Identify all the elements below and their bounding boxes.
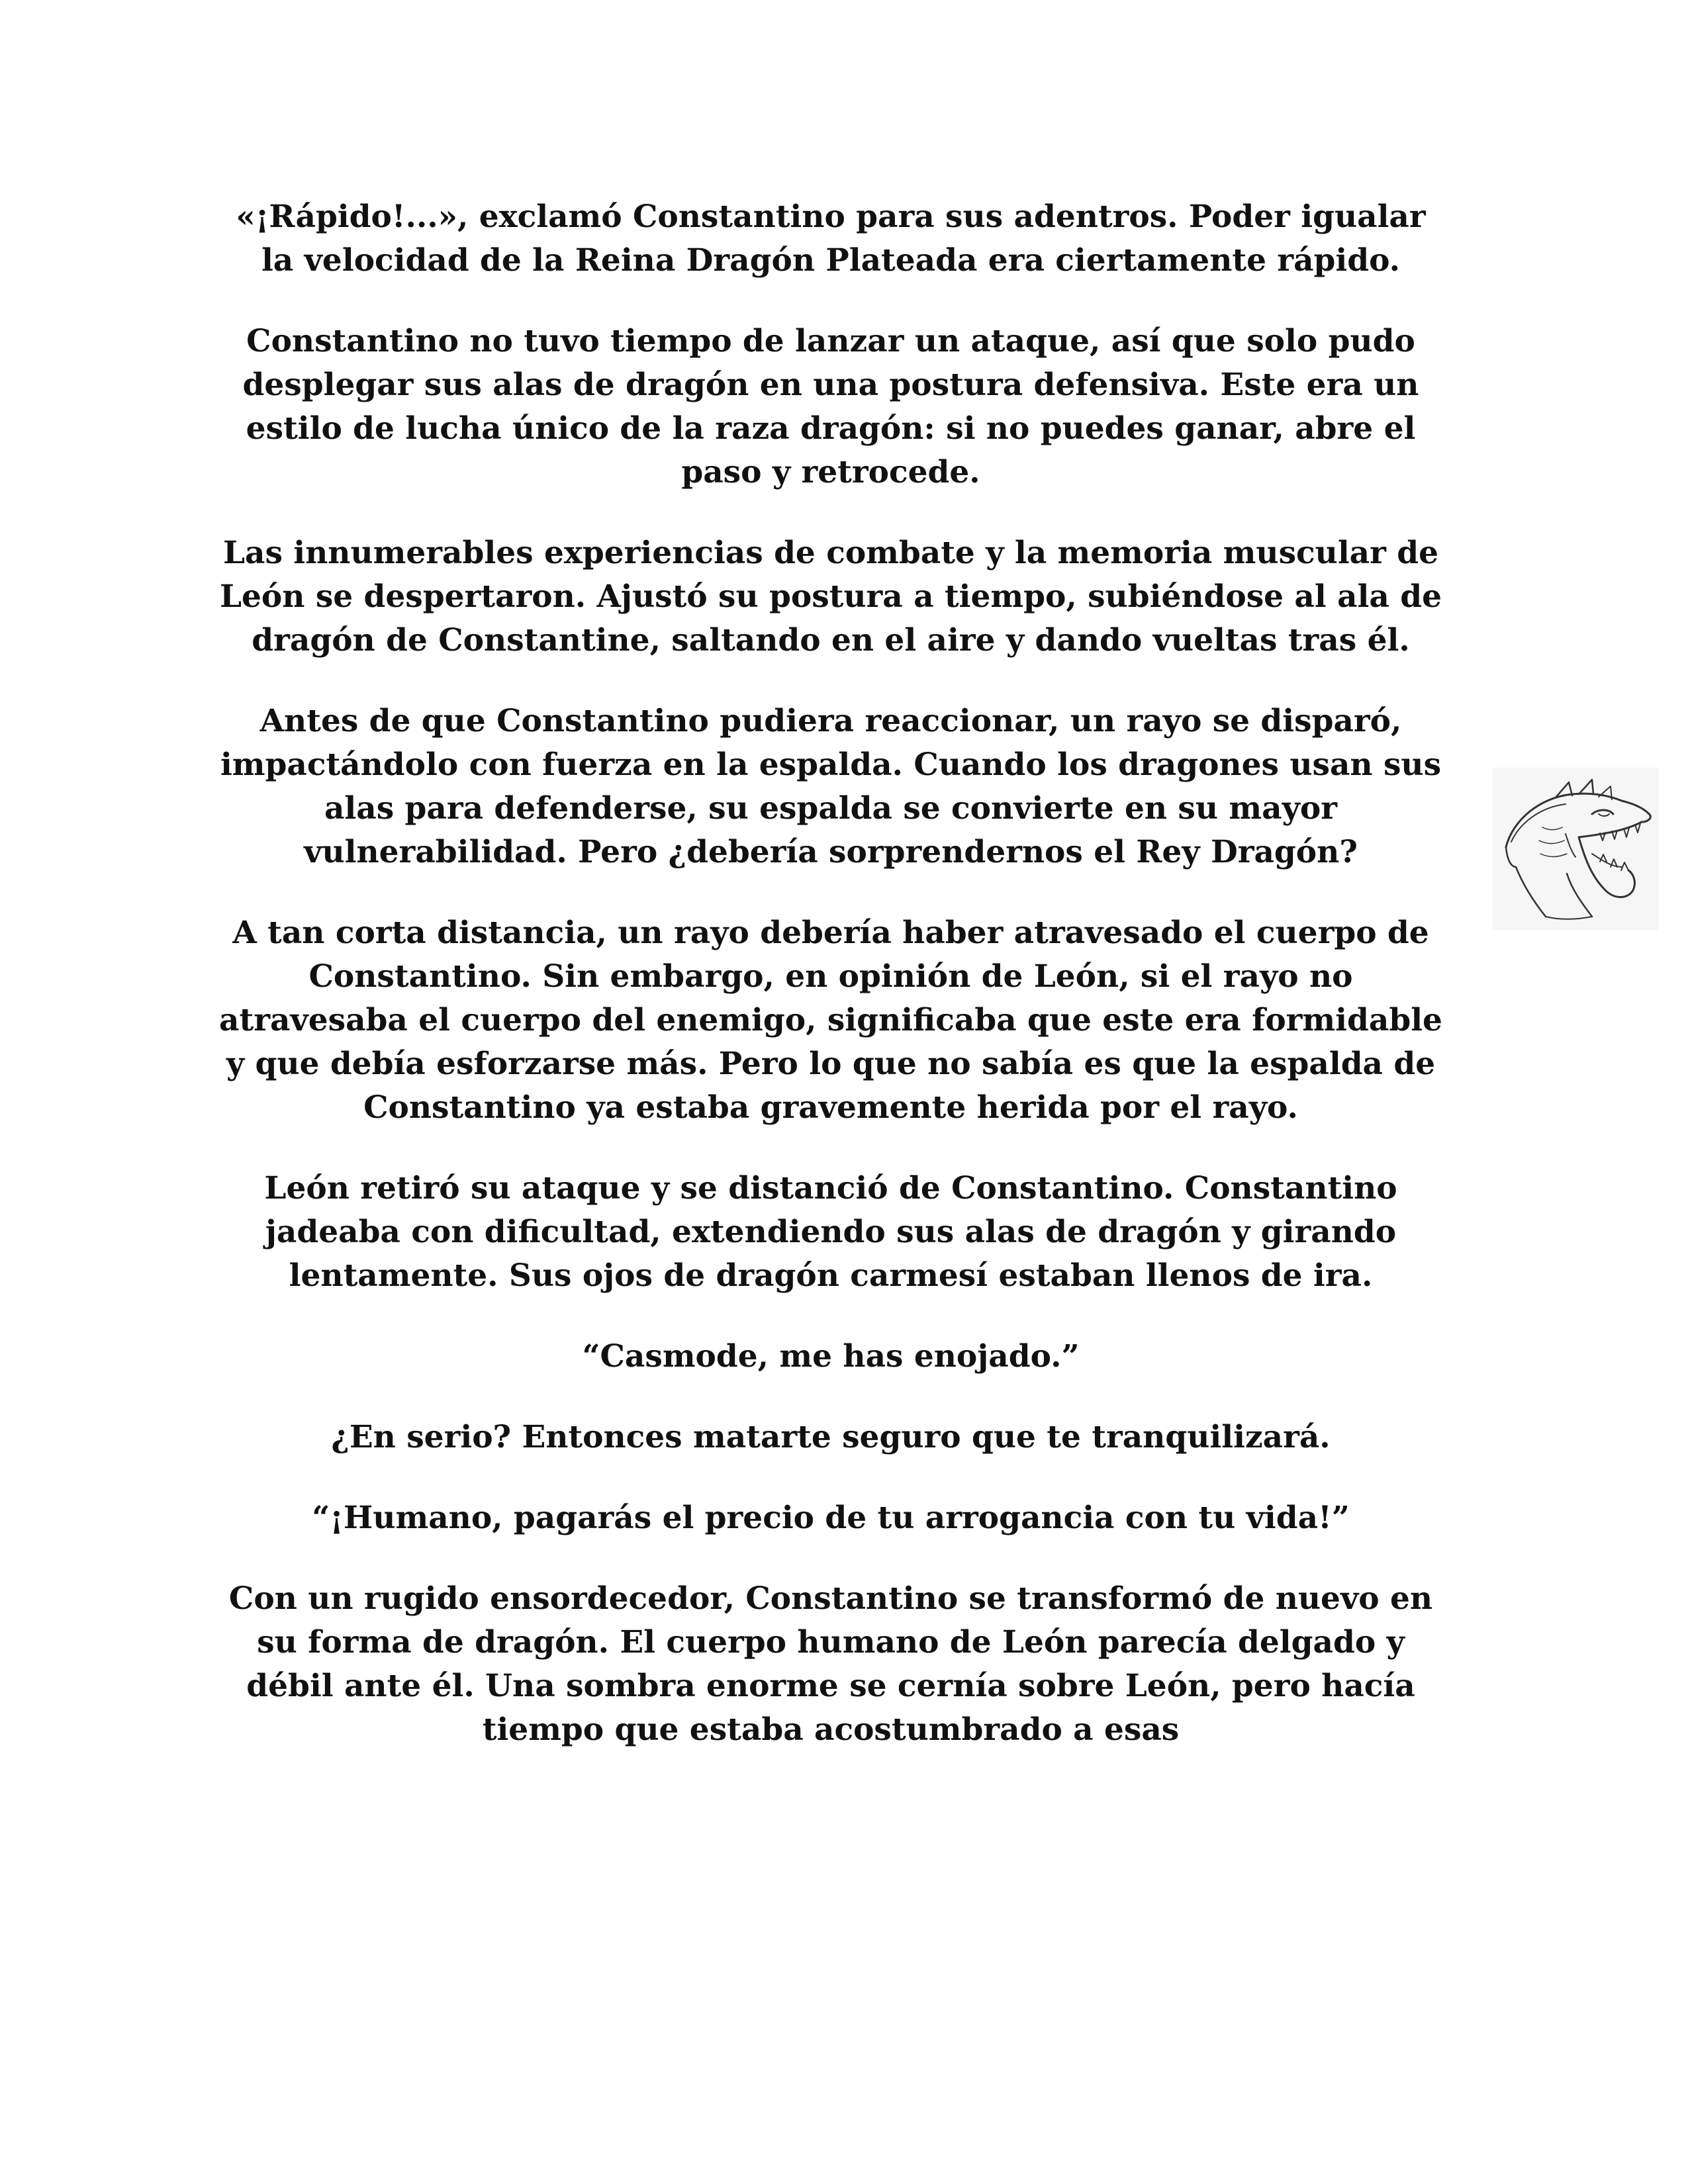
paragraph-8: ¿En serio? Entonces matarte seguro que te tranquilizará.	[331, 1419, 1331, 1455]
paragraph-10: Con un rugido ensordecedor, Constantino se transformó de nuevo en su forma de dragón. El cuerpo humano de León parecía delgado y débil ante él. Una sombra enorme se cernía sobre León, pero hacía tiempo que estaba acostumbrado a esas	[228, 1580, 1433, 1748]
paragraph-6: León retiró su ataque y se distanció de Constantino. Constantino jadeaba con dificultad, extendiendo sus alas de dragón y girando lentamente. Sus ojos de dragón carmesí estaban llenos de ira.	[264, 1170, 1397, 1294]
paragraph-1: «¡Rápido!...», exclamó Constantino para sus adentros. Poder igualar la velocidad de la Reina Dragón Plateada era ciertamente rápido.	[236, 199, 1426, 279]
story-text	[218, 195, 1443, 1752]
dialogue-casmode: “Casmode, me has enojado.”	[582, 1338, 1080, 1375]
dialogue-humano: “¡Humano, pagarás el precio de tu arrogancia con tu vida!”	[312, 1500, 1350, 1536]
paragraph-3: Las innumerables experiencias de combate y la memoria muscular de León se despertaron. Ajustó su postura a tiempo, subiéndose al ala de dragón de Constantine, saltando en el aire y dando vueltas tras él.	[219, 535, 1442, 659]
paragraph-4: Antes de que Constantino pudiera reaccionar, un rayo se disparó, impactándolo con fuerza en la espalda. Cuando los dragones usan sus alas para defenderse, su espalda se convierte en su mayor vulnerabilidad. Pero ¿debería sorprendernos el Rey Dragón?	[220, 703, 1442, 870]
paragraph-5: A tan corta distancia, un rayo debería haber atravesado el cuerpo de Constantino. Sin embargo, en opinión de León, si el rayo no atravesaba el cuerpo del enemigo, significaba que este era formidable y que debía esforzarse más. Pero lo que no sabía es que la espalda de Constantino ya estaba gravemente herida por el rayo.	[219, 915, 1442, 1126]
paragraph-2: Constantino no tuvo tiempo de lanzar un ataque, así que solo pudo desplegar sus alas de dragón en una postura defensiva. Este era un estilo de lucha único de la raza dragón: si no puedes ganar, abre el paso y retrocede.	[242, 323, 1419, 490]
dragon-head-sketch-icon	[1493, 768, 1658, 930]
